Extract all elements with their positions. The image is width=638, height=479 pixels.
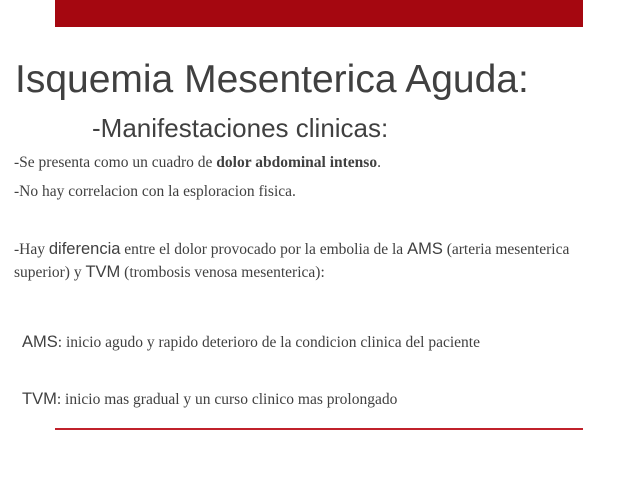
ams-item xyxy=(22,331,594,354)
top-accent-bar xyxy=(55,0,583,27)
bullet-line-2: -No hay correlacion con la esploracion fisica. xyxy=(14,183,296,200)
slide-title: Isquemia Mesenterica Aguda: xyxy=(15,58,529,101)
para-text-1: -Hay xyxy=(14,241,49,258)
tvm-text: : inicio mas gradual y un curso clinico mas prolongado xyxy=(56,391,398,408)
para-text-3: (arteria mesenterica superior) y xyxy=(14,241,570,281)
tvm-item xyxy=(22,389,397,410)
line1-text: -Se presenta como un cuadro de xyxy=(14,154,217,171)
para-text-4: (trombosis venosa mesenterica): xyxy=(120,264,325,281)
bottom-divider xyxy=(55,428,583,430)
line1-bold: dolor abdominal intenso xyxy=(216,154,378,171)
bullet-line-1 xyxy=(14,152,381,173)
para-text-2: entre el dolor provocado por la embolia de la xyxy=(120,241,408,258)
keyword-diferencia: diferencia xyxy=(48,240,121,258)
comparison-paragraph xyxy=(14,238,614,284)
line1-end: . xyxy=(377,154,381,171)
ams-label: AMS xyxy=(22,333,58,351)
slide-subtitle: -Manifestaciones clinicas: xyxy=(92,113,389,143)
keyword-tvm: TVM xyxy=(85,263,121,281)
keyword-ams: AMS xyxy=(407,240,443,258)
tvm-label: TVM xyxy=(22,390,57,408)
ams-text: : inicio agudo y rapido deterioro de la condicion clinica del paciente xyxy=(57,334,480,351)
